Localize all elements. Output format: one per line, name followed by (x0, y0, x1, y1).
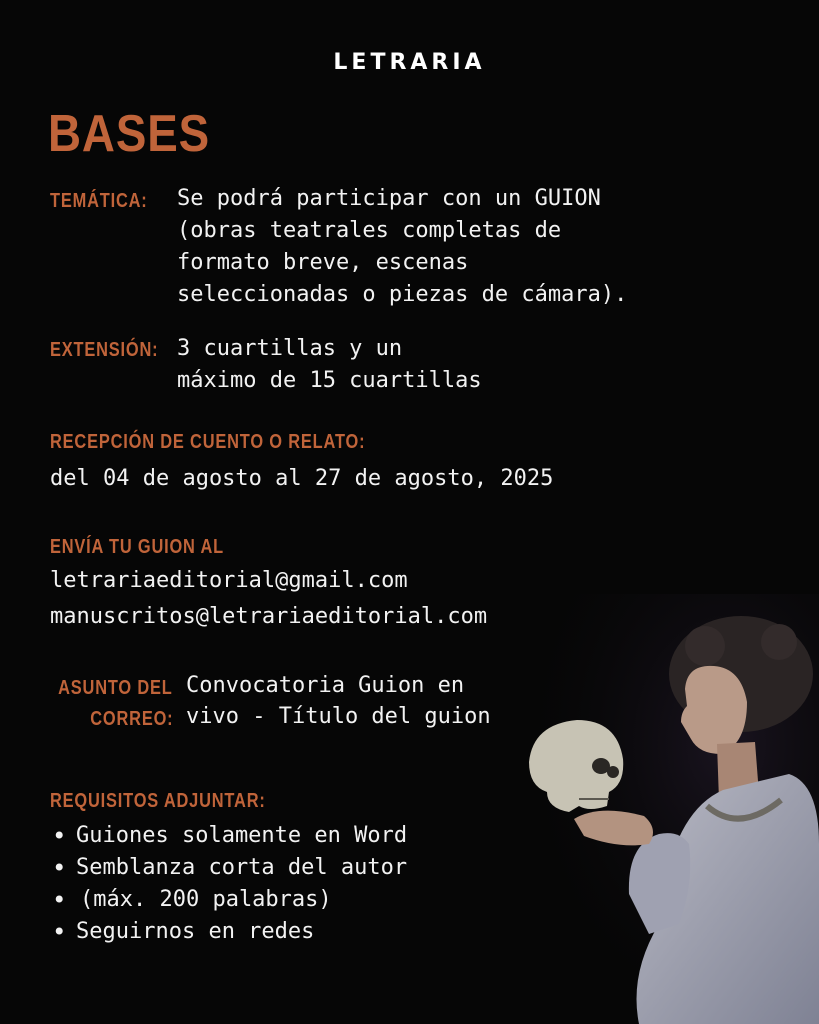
tematica-label: TEMÁTICA: (50, 190, 148, 212)
asunto-line-1: Convocatoria Guion en (186, 673, 465, 698)
asunto-label-line-2: CORREO: (89, 708, 173, 730)
recepcion-label: RECEPCIÓN DE CUENTO O RELATO: (50, 431, 366, 453)
requisito-item-continued: • (máx. 200 palabras) (50, 884, 407, 916)
tematica-line-4: seleccionadas o piezas de cámara). (177, 282, 628, 307)
email-address-2: manuscritos@letrariaeditorial.com (50, 604, 488, 629)
tematica-line-2: (obras teatrales completas de (177, 218, 562, 243)
actress-with-skull-image (509, 594, 819, 1024)
envio-label: ENVÍA TU GUION AL (50, 536, 224, 558)
requisitos-list (50, 820, 407, 948)
asunto-label-line-1: ASUNTO DEL (58, 677, 173, 699)
page-title: BASES (48, 105, 211, 163)
tematica-line-3: formato breve, escenas (177, 250, 469, 275)
requisito-item: • Semblanza corta del autor (50, 852, 407, 884)
requisito-item: • Seguirnos en redes (50, 916, 407, 948)
requisitos-label: REQUISITOS ADJUNTAR: (50, 790, 266, 812)
email-address-1: letrariaeditorial@gmail.com (50, 568, 408, 593)
asunto-line-2: vivo - Título del guion (186, 704, 491, 729)
recepcion-dates: del 04 de agosto al 27 de agosto, 2025 (50, 466, 554, 491)
requisito-item: • Guiones solamente en Word (50, 820, 407, 852)
letraria-logo: LETRARIA (333, 50, 486, 75)
tematica-line-1: Se podrá participar con un GUION (177, 186, 601, 211)
extension-line-1: 3 cuartillas y un (177, 336, 403, 361)
extension-line-2: máximo de 15 cuartillas (177, 368, 482, 393)
extension-label: EXTENSIÓN: (50, 339, 159, 361)
